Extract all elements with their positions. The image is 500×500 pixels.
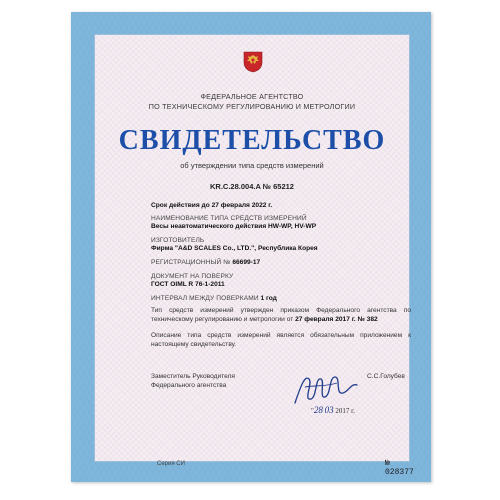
validity-value: 27 февраля 2022 г. (211, 202, 273, 209)
interval-label: ИНТЕРВАЛ МЕЖДУ ПОВЕРКАМИ (151, 295, 259, 302)
agency-name-line1: ФЕДЕРАЛЬНОЕ АГЕНТСТВО (200, 92, 304, 101)
signature-date-day: 28 (313, 405, 323, 415)
approval-order-number: № 382 (357, 315, 378, 323)
signatory-title-line1: Заместитель Руководителя (151, 373, 235, 380)
approval-text: Тип средств измерений утвержден приказом Федерального агентства по техническому регулированию и метрологии от (151, 307, 411, 323)
signature-date-open-quote: " (311, 407, 314, 415)
certificate-title: СВИДЕТЕЛЬСТВО (118, 125, 386, 156)
approval-paragraph (151, 307, 411, 324)
registration-label: РЕГИСТРАЦИОННЫЙ № (151, 259, 231, 266)
verification-doc-label: ДОКУМЕНТ НА ПОВЕРКУ (151, 273, 234, 280)
agency-name-line2: ПО ТЕХНИЧЕСКОМУ РЕГУЛИРОВАНИЮ И МЕТРОЛОГИИ (148, 102, 356, 111)
instrument-label: НАИМЕНОВАНИЕ ТИПА СРЕДСТВ ИЗМЕРЕНИЙ (151, 215, 307, 222)
signature-date-month: 03 (324, 405, 334, 415)
signatory-name: С.С.Голубев (367, 373, 405, 380)
certificate-body (94, 34, 414, 477)
serial-number: № 028377 (385, 459, 414, 477)
certificate-number: KR.C.28.004.A № 65212 (210, 182, 294, 191)
signatory-title-line2: Федерального агентства (151, 382, 227, 389)
certificate-subtitle: об утверждении типа средств измерений (180, 161, 324, 170)
signature-date-year: 2017 г. (335, 407, 355, 415)
interval-value: 1 год (260, 295, 277, 302)
certificate-border (71, 12, 431, 482)
validity-label: Срок действия до (151, 202, 210, 209)
manufacturer-value: Фирма "A&D SCALES Co., LTD.", Республика Корея (151, 245, 318, 252)
series-label: Серия СИ (157, 461, 185, 467)
interval-line (151, 295, 277, 302)
appendix-note: Описание типа средств измерений является обязательным приложением к настоящему свидетельству. (151, 332, 411, 348)
validity-line (151, 202, 272, 209)
instrument-value: Весы неавтоматического действия HW-WP, HV-WP (151, 223, 317, 230)
signature-date (311, 405, 355, 415)
registration-value: 66699-17 (232, 259, 261, 266)
coat-of-arms-icon (242, 49, 264, 73)
approval-date: 27 февраля 2017 г. (295, 315, 356, 323)
verification-doc-value: ГОСТ OIML R 76-1-2011 (151, 281, 225, 288)
manufacturer-label: ИЗГОТОВИТЕЛЬ (151, 237, 205, 244)
registration-line (151, 259, 260, 266)
